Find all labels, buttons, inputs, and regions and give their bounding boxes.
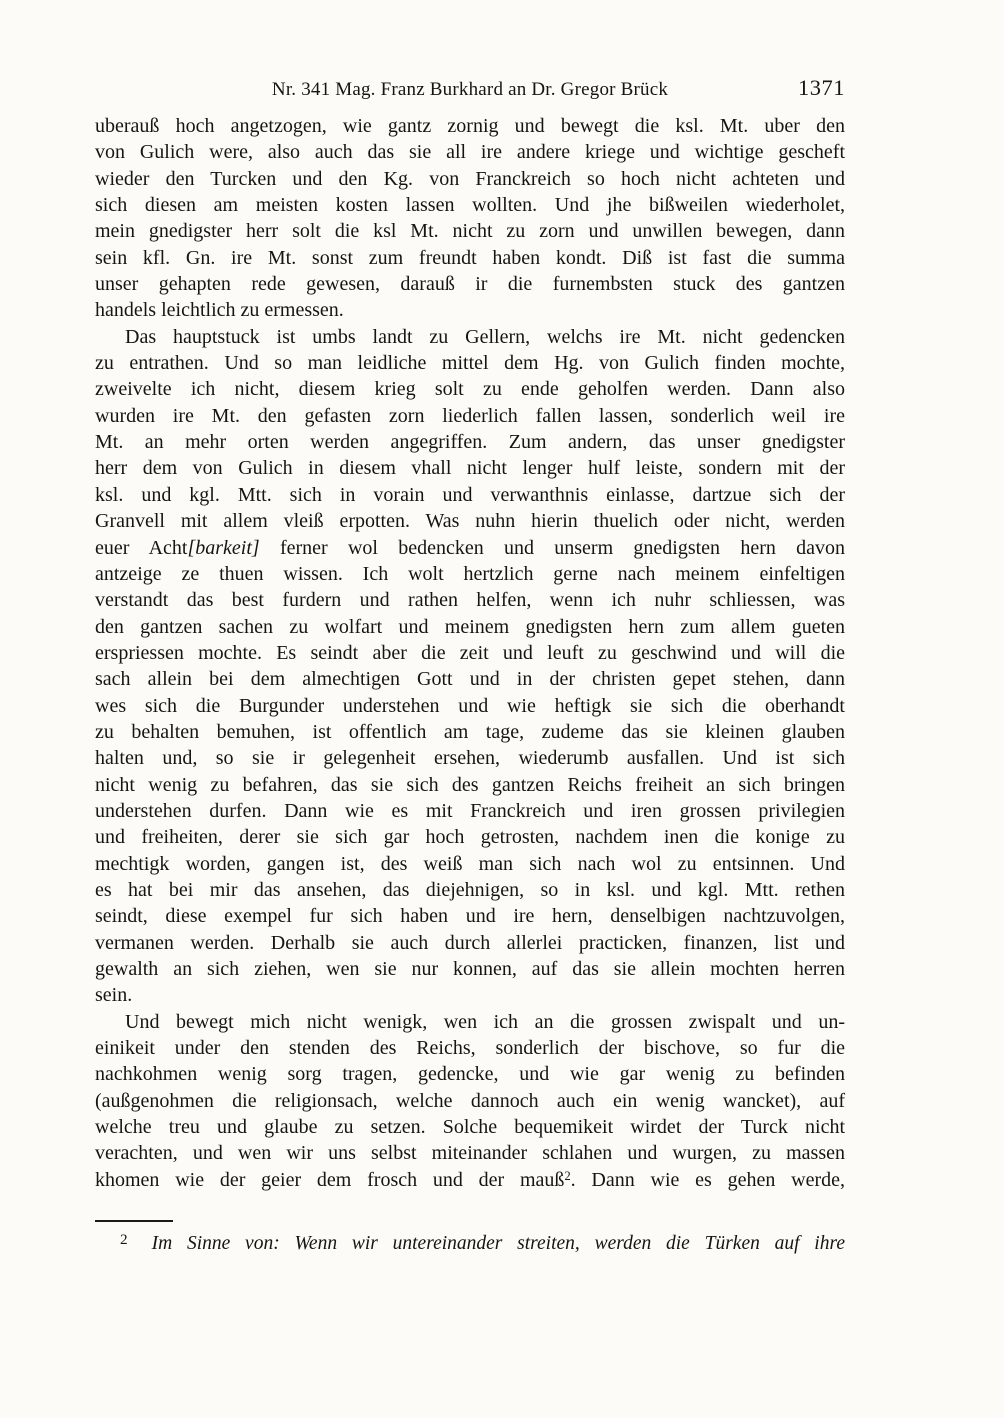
text-line — [95, 1114, 845, 1140]
text-segment: khomen wie der geier dem frosch und der mauß — [95, 1168, 565, 1191]
text-line — [95, 614, 845, 640]
text-segment: sein kfl. Gn. ire Mt. sonst zum freundt haben kondt. Diß ist fast die summa — [95, 246, 845, 269]
text-segment: Mt. an mehr orten werden angegriffen. Zum andern, das unser gnedigster — [95, 431, 845, 454]
text-segment: understehen durfen. Dann wie es mit Franckreich und iren grossen privilegien — [95, 799, 845, 822]
text-segment: und freiheiten, derer sie sich gar hoch getrosten, nachdem inen die konige zu — [95, 826, 845, 849]
text-segment: verachten, und wen wir uns selbst miteinander schlahen und wurgen, zu massen — [95, 1142, 845, 1165]
text-segment: wes sich die Burgunder understehen und wie heftigk sie sich die oberhandt — [95, 694, 845, 717]
text-segment: seindt, diese exempel fur sich haben und ire hern, denselbigen nachtzuvolgen, — [95, 905, 845, 928]
text-segment: uberauß hoch angetzogen, wie gantz zornig und bewegt die ksl. Mt. uber den — [95, 115, 845, 137]
text-line — [95, 1167, 845, 1193]
text-line — [95, 666, 845, 692]
text-segment: wurden ire Mt. den gefasten zorn liederlich fallen lassen, sonderlich weil ire — [95, 404, 845, 427]
text-segment: von Gulich were, also auch das sie all ire andere kriege und wichtige gescheft — [95, 141, 845, 164]
footnote-reference: 2 — [564, 1169, 571, 1184]
text-line — [95, 1088, 845, 1114]
text-segment: nachkohmen wenig sorg tragen, gedencke, und wie gar wenig zu befinden — [95, 1063, 845, 1086]
text-segment: . Dann wie es gehen werde, — [570, 1168, 846, 1191]
text-line — [95, 1009, 845, 1035]
text-segment: einikeit under den stenden des Reichs, sonderlich der bischove, so fur die — [95, 1037, 845, 1060]
text-line — [95, 139, 845, 165]
text-segment: gewalth an sich ziehen, wen sie nur konnen, auf das sie allein mochten herren — [95, 958, 845, 980]
text-line — [95, 851, 845, 877]
text-line — [95, 1140, 845, 1166]
text-segment: Und bewegt mich nicht wenigk, wen ich an die grossen zwispalt und un- — [125, 1010, 845, 1033]
text-segment: mein gnedigster herr solt die ksl Mt. nicht zu zorn und unwillen bewegen, dann — [95, 220, 845, 243]
text-line — [95, 113, 845, 139]
text-line — [95, 297, 845, 323]
text-segment: sich diesen am meisten kosten lassen wollten. Und jhe bißweilen wiederholet, — [95, 194, 845, 217]
text-line — [95, 192, 845, 218]
text-segment: zu entrathen. Und so man leidliche mittel dem Hg. von Gulich finden mochte, — [95, 352, 845, 375]
text-line — [95, 245, 845, 271]
text-segment: unser gehapten rede gewesen, darauß ir die furnembsten stuck des gantzen — [95, 273, 845, 296]
footnote-marker: 2 — [120, 1231, 128, 1249]
text-line — [95, 772, 845, 798]
text-segment: handels leichtlich zu ermessen. — [95, 299, 344, 322]
text-line — [95, 956, 845, 982]
text-segment: verstandt das best furdern und rathen helfen, wenn ich nuhr schliessen, was — [95, 589, 845, 612]
text-segment: es hat bei mir das ansehen, das diejehnigen, so in ksl. und kgl. Mtt. rethen — [95, 878, 845, 901]
text-line — [95, 166, 845, 192]
text-line — [95, 824, 845, 850]
text-segment: Das hauptstuck ist umbs landt zu Gellern, welchs ire Mt. nicht gedencken — [125, 325, 845, 348]
text-line — [95, 1061, 845, 1087]
text-segment: den gantzen sachen zu wolfart und meinem gnedigsten hern zum allem gueten — [95, 615, 845, 638]
text-line — [95, 693, 845, 719]
text-segment: antzeige ze thuen wissen. Ich wolt hertzlich gerne nach meinem einfeltigen — [95, 562, 845, 585]
text-line — [95, 719, 845, 745]
text-segment: zweivelte ich nicht, diesem krieg solt zu ende geholfen werden. Dann also — [95, 378, 845, 401]
text-line — [95, 218, 845, 244]
text-segment: [barkeit] — [187, 536, 260, 559]
text-segment: ksl. und kgl. Mtt. sich in vorain und verwanthnis einlasse, dartzue sich der — [95, 483, 845, 506]
footnote-text: Im Sinne von: Wenn wir untereinander streiten, werden die Türken auf ihre — [151, 1233, 845, 1254]
text-segment: erspriessen mochte. Es seindt aber die zeit und leuft zu geschwind und will die — [95, 641, 845, 664]
text-line — [95, 982, 845, 1008]
text-line — [95, 508, 845, 534]
text-segment: zu behalten bemuhen, ist offentlich am tage, zudeme das sie kleinen glauben — [95, 720, 845, 743]
text-segment: halten und, so sie ir gelegenheit ersehen, wiederumb ausfallen. Und ist sich — [95, 747, 845, 770]
text-line — [95, 640, 845, 666]
text-line — [95, 561, 845, 587]
text-segment: welche treu und glaube zu setzen. Solche bequemikeit wirdet der Turck nicht — [95, 1116, 845, 1139]
text-segment: sein. — [95, 984, 133, 1007]
page-number: 1371 — [798, 75, 845, 100]
text-segment: sach allein bei dem almechtigen Gott und in der christen gepet stehen, dann — [95, 668, 845, 691]
text-segment: euer Acht — [95, 536, 188, 559]
text-segment: vermanen werden. Derhalb sie auch durch allerlei practicken, finanzen, list und — [95, 931, 845, 954]
text-line — [95, 455, 845, 481]
text-line — [95, 535, 845, 561]
text-line — [95, 482, 845, 508]
text-line — [95, 403, 845, 429]
text-line — [95, 1035, 845, 1061]
text-line — [95, 587, 845, 613]
text-line — [95, 376, 845, 402]
text-segment: Granvell mit allem vleiß erpotten. Was nuhn hierin thuelich oder nicht, werden — [95, 510, 845, 533]
text-line — [95, 798, 845, 824]
text-segment: ferner wol bedencken und unserm gnedigsten hern davon — [259, 536, 846, 559]
text-segment: wieder den Turcken und den Kg. von Franckreich so hoch nicht achteten und — [95, 167, 845, 190]
text-line — [95, 745, 845, 771]
text-line — [95, 429, 845, 455]
text-line — [95, 271, 845, 297]
text-segment: nicht wenig zu befahren, das sie sich des gantzen Reichs freiheit an sich bringen — [95, 773, 845, 796]
body-text — [95, 113, 845, 1193]
running-header — [95, 75, 845, 105]
text-segment: (außgenohmen die religionsach, welche dannoch auch ein wenig wancket), auf — [95, 1089, 845, 1112]
footnote — [95, 1220, 845, 1258]
text-line — [95, 350, 845, 376]
text-segment: herr dem von Gulich in diesem vhall nicht lenger hulf leiste, sondern mit der — [95, 457, 845, 480]
header-title: Nr. 341 Mag. Franz Burkhard an Dr. Gregor Brück — [271, 79, 669, 100]
text-line — [95, 877, 845, 903]
text-segment: mechtigk worden, gangen ist, des weiß man sich nach wol zu entsinnen. Und — [95, 852, 845, 875]
text-line — [95, 903, 845, 929]
text-line — [95, 324, 845, 350]
footnote-rule — [95, 1220, 173, 1222]
text-line — [95, 930, 845, 956]
footnote-line — [95, 1231, 845, 1258]
